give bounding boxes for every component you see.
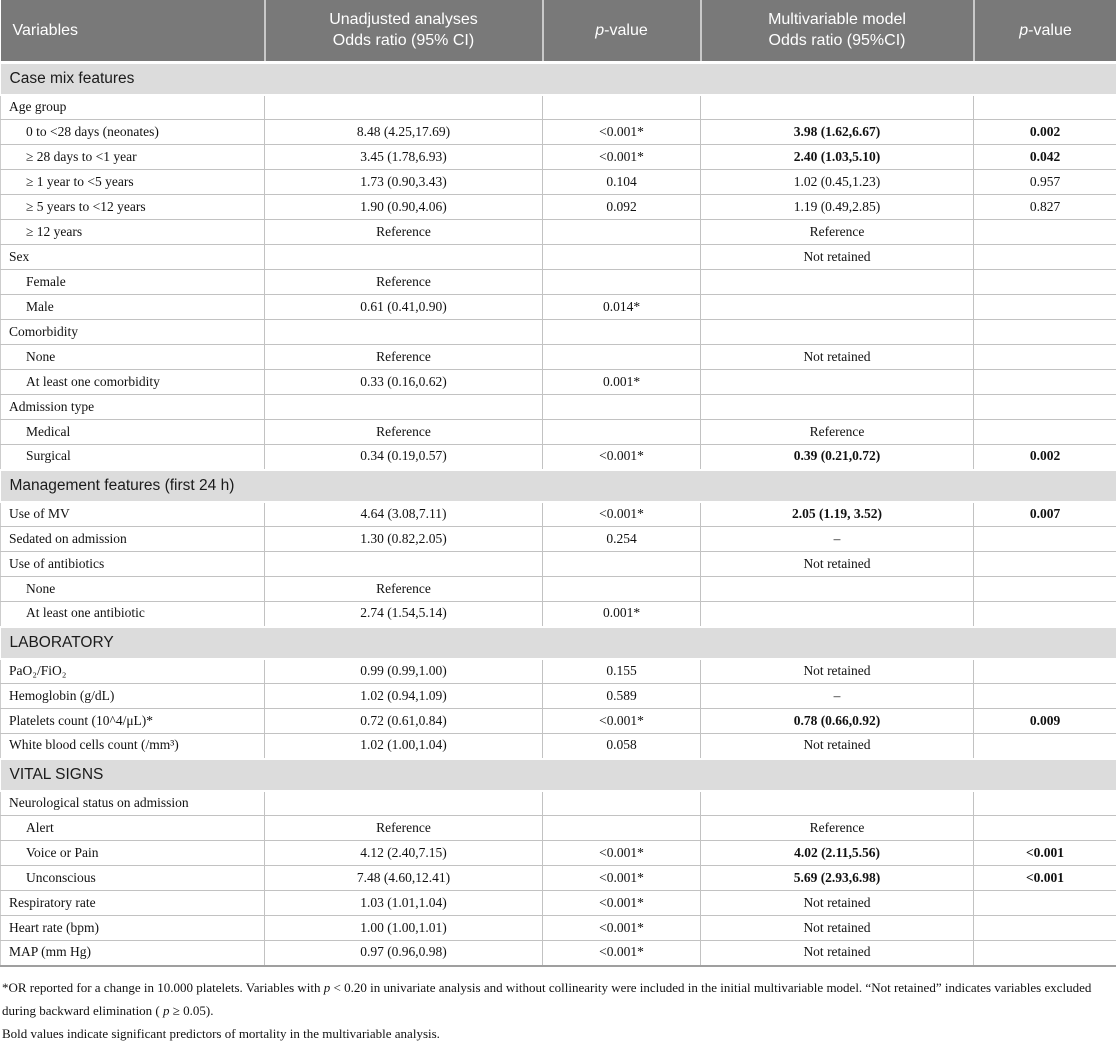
multivariable-p-value-cell xyxy=(974,320,1116,345)
multivariable-p-value-cell xyxy=(974,527,1116,552)
unadjusted-or-cell: Reference xyxy=(265,816,543,841)
unadjusted-p-value-cell xyxy=(543,552,701,577)
section-header: LABORATORY xyxy=(1,627,1116,659)
table-row xyxy=(1,120,1116,145)
unadjusted-or-cell: 0.34 (0.19,0.57) xyxy=(265,445,543,470)
unadjusted-or-cell: 0.99 (0.99,1.00) xyxy=(265,659,543,684)
section-header: VITAL SIGNS xyxy=(1,759,1116,791)
unadjusted-p-value-cell: <0.001* xyxy=(543,145,701,170)
multivariable-p-value-cell: <0.001 xyxy=(974,866,1116,891)
variable-cell: White blood cells count (/mm³) xyxy=(1,734,265,759)
multivariable-p-value-cell xyxy=(974,370,1116,395)
section-header-row xyxy=(1,627,1116,659)
unadjusted-p-value-cell: 0.014* xyxy=(543,295,701,320)
unadjusted-or-cell: 0.97 (0.96,0.98) xyxy=(265,941,543,966)
multivariable-p-value-cell: 0.042 xyxy=(974,145,1116,170)
unadjusted-or-cell xyxy=(265,552,543,577)
unadjusted-or-cell: Reference xyxy=(265,345,543,370)
multivariable-or-cell: 2.40 (1.03,5.10) xyxy=(701,145,974,170)
multivariable-or-cell xyxy=(701,95,974,120)
variable-cell: Hemoglobin (g/dL) xyxy=(1,684,265,709)
column-header: Variables xyxy=(1,0,265,62)
unadjusted-or-cell: 0.72 (0.61,0.84) xyxy=(265,709,543,734)
unadjusted-or-cell: 1.90 (0.90,4.06) xyxy=(265,195,543,220)
unadjusted-p-value-cell: 0.254 xyxy=(543,527,701,552)
variable-cell: At least one antibiotic xyxy=(1,602,265,627)
table-row xyxy=(1,295,1116,320)
multivariable-p-value-cell: 0.827 xyxy=(974,195,1116,220)
unadjusted-p-value-cell xyxy=(543,577,701,602)
variable-cell: PaO₂/FiO₂ xyxy=(1,659,265,684)
variable-cell: Platelets count (10^4/μL)* xyxy=(1,709,265,734)
multivariable-p-value-cell xyxy=(974,684,1116,709)
variable-cell: Admission type xyxy=(1,395,265,420)
unadjusted-p-value-cell xyxy=(543,345,701,370)
unadjusted-p-value-cell xyxy=(543,320,701,345)
multivariable-or-cell xyxy=(701,270,974,295)
unadjusted-p-value-cell: 0.104 xyxy=(543,170,701,195)
table-row xyxy=(1,370,1116,395)
table-row xyxy=(1,791,1116,816)
multivariable-or-cell: 2.05 (1.19, 3.52) xyxy=(701,502,974,527)
multivariable-or-cell: Not retained xyxy=(701,941,974,966)
table-row xyxy=(1,245,1116,270)
multivariable-or-cell xyxy=(701,295,974,320)
table-row xyxy=(1,502,1116,527)
multivariable-p-value-cell: 0.002 xyxy=(974,120,1116,145)
unadjusted-or-cell: 1.30 (0.82,2.05) xyxy=(265,527,543,552)
unadjusted-or-cell: 1.03 (1.01,1.04) xyxy=(265,891,543,916)
table-row xyxy=(1,841,1116,866)
unadjusted-or-cell: 4.64 (3.08,7.11) xyxy=(265,502,543,527)
variable-cell: Male xyxy=(1,295,265,320)
table-row xyxy=(1,220,1116,245)
variable-cell: Heart rate (bpm) xyxy=(1,916,265,941)
variable-cell: Sedated on admission xyxy=(1,527,265,552)
multivariable-or-cell: Not retained xyxy=(701,552,974,577)
multivariable-or-cell: 4.02 (2.11,5.56) xyxy=(701,841,974,866)
variable-cell: Comorbidity xyxy=(1,320,265,345)
multivariable-p-value-cell: 0.957 xyxy=(974,170,1116,195)
section-header-row xyxy=(1,470,1116,502)
multivariable-p-value-cell xyxy=(974,245,1116,270)
multivariable-or-cell: 1.02 (0.45,1.23) xyxy=(701,170,974,195)
table-row xyxy=(1,891,1116,916)
unadjusted-or-cell: 0.33 (0.16,0.62) xyxy=(265,370,543,395)
multivariable-p-value-cell xyxy=(974,295,1116,320)
multivariable-p-value-cell xyxy=(974,345,1116,370)
unadjusted-p-value-cell: <0.001* xyxy=(543,120,701,145)
unadjusted-p-value-cell: <0.001* xyxy=(543,502,701,527)
unadjusted-p-value-cell xyxy=(543,270,701,295)
table-body xyxy=(1,62,1116,966)
table-row xyxy=(1,916,1116,941)
unadjusted-or-cell: 1.02 (1.00,1.04) xyxy=(265,734,543,759)
unadjusted-or-cell: Reference xyxy=(265,577,543,602)
unadjusted-or-cell: 2.74 (1.54,5.14) xyxy=(265,602,543,627)
section-header-row xyxy=(1,759,1116,791)
table-row xyxy=(1,395,1116,420)
variable-cell: None xyxy=(1,345,265,370)
footnotes xyxy=(0,967,1116,1052)
column-header: Unadjusted analyses Odds ratio (95% CI) xyxy=(265,0,543,62)
unadjusted-or-cell: 4.12 (2.40,7.15) xyxy=(265,841,543,866)
unadjusted-or-cell: 7.48 (4.60,12.41) xyxy=(265,866,543,891)
unadjusted-p-value-cell xyxy=(543,395,701,420)
unadjusted-p-value-cell: 0.092 xyxy=(543,195,701,220)
multivariable-or-cell: 5.69 (2.93,6.98) xyxy=(701,866,974,891)
variable-cell: Medical xyxy=(1,420,265,445)
table-row xyxy=(1,95,1116,120)
multivariable-p-value-cell: 0.007 xyxy=(974,502,1116,527)
table-row xyxy=(1,445,1116,470)
table-row xyxy=(1,195,1116,220)
variable-cell: At least one comorbidity xyxy=(1,370,265,395)
variable-cell: Female xyxy=(1,270,265,295)
multivariable-or-cell xyxy=(701,602,974,627)
variable-cell: MAP (mm Hg) xyxy=(1,941,265,966)
section-header: Case mix features xyxy=(1,62,1116,95)
table-row xyxy=(1,420,1116,445)
variable-cell: ≥ 28 days to <1 year xyxy=(1,145,265,170)
multivariable-or-cell xyxy=(701,320,974,345)
multivariable-p-value-cell xyxy=(974,395,1116,420)
multivariable-or-cell xyxy=(701,395,974,420)
table-row xyxy=(1,941,1116,966)
multivariable-p-value-cell xyxy=(974,95,1116,120)
table-row xyxy=(1,145,1116,170)
variable-cell: Age group xyxy=(1,95,265,120)
unadjusted-p-value-cell xyxy=(543,220,701,245)
variable-cell: Unconscious xyxy=(1,866,265,891)
multivariable-p-value-cell: 0.002 xyxy=(974,445,1116,470)
table-row xyxy=(1,684,1116,709)
footnote: *OR reported for a change in 10.000 platelets. Variables with p < 0.20 in univariate analysis and without collinearity were included in the initial multivariable model. “Not retained” indicates variables excluded during backward elimination ( p ≥ 0.05). xyxy=(2,976,1114,1023)
variable-cell: Surgical xyxy=(1,445,265,470)
variable-cell: Respiratory rate xyxy=(1,891,265,916)
multivariable-or-cell: Not retained xyxy=(701,891,974,916)
unadjusted-or-cell: 3.45 (1.78,6.93) xyxy=(265,145,543,170)
column-header: Multivariable model Odds ratio (95%CI) xyxy=(701,0,974,62)
unadjusted-or-cell: 1.73 (0.90,3.43) xyxy=(265,170,543,195)
unadjusted-or-cell xyxy=(265,791,543,816)
table-row xyxy=(1,170,1116,195)
unadjusted-or-cell xyxy=(265,95,543,120)
unadjusted-or-cell: Reference xyxy=(265,220,543,245)
unadjusted-or-cell xyxy=(265,320,543,345)
unadjusted-p-value-cell: <0.001* xyxy=(543,445,701,470)
table-row xyxy=(1,709,1116,734)
multivariable-or-cell: 0.78 (0.66,0.92) xyxy=(701,709,974,734)
variable-cell: None xyxy=(1,577,265,602)
multivariable-p-value-cell: <0.001 xyxy=(974,841,1116,866)
multivariable-p-value-cell xyxy=(974,916,1116,941)
unadjusted-p-value-cell xyxy=(543,791,701,816)
variable-cell: 0 to <28 days (neonates) xyxy=(1,120,265,145)
table-row xyxy=(1,734,1116,759)
table-row xyxy=(1,816,1116,841)
multivariable-p-value-cell xyxy=(974,552,1116,577)
multivariable-or-cell: Not retained xyxy=(701,659,974,684)
table-row xyxy=(1,866,1116,891)
unadjusted-p-value-cell: <0.001* xyxy=(543,891,701,916)
multivariable-or-cell: Reference xyxy=(701,816,974,841)
multivariable-or-cell: Not retained xyxy=(701,345,974,370)
table-row xyxy=(1,527,1116,552)
unadjusted-p-value-cell: <0.001* xyxy=(543,941,701,966)
variable-cell: ≥ 5 years to <12 years xyxy=(1,195,265,220)
unadjusted-p-value-cell xyxy=(543,245,701,270)
multivariable-p-value-cell xyxy=(974,891,1116,916)
variable-cell: Voice or Pain xyxy=(1,841,265,866)
multivariable-p-value-cell xyxy=(974,734,1116,759)
table-row xyxy=(1,270,1116,295)
variable-cell: Neurological status on admission xyxy=(1,791,265,816)
multivariable-p-value-cell xyxy=(974,270,1116,295)
unadjusted-p-value-cell: 0.589 xyxy=(543,684,701,709)
multivariable-or-cell: Reference xyxy=(701,220,974,245)
table-row xyxy=(1,602,1116,627)
variable-cell: Use of antibiotics xyxy=(1,552,265,577)
variable-cell: ≥ 1 year to <5 years xyxy=(1,170,265,195)
unadjusted-or-cell xyxy=(265,245,543,270)
table-row xyxy=(1,577,1116,602)
table-row xyxy=(1,345,1116,370)
unadjusted-or-cell: Reference xyxy=(265,270,543,295)
column-header: p-value xyxy=(974,0,1116,62)
multivariable-or-cell: Not retained xyxy=(701,245,974,270)
multivariable-p-value-cell xyxy=(974,420,1116,445)
unadjusted-p-value-cell: 0.001* xyxy=(543,370,701,395)
multivariable-or-cell: 3.98 (1.62,6.67) xyxy=(701,120,974,145)
column-header: p-value xyxy=(543,0,701,62)
table-row xyxy=(1,320,1116,345)
unadjusted-or-cell xyxy=(265,395,543,420)
unadjusted-or-cell: 8.48 (4.25,17.69) xyxy=(265,120,543,145)
footnote: Bold values indicate significant predictors of mortality in the multivariable analysis. xyxy=(2,1022,1114,1045)
multivariable-or-cell: Not retained xyxy=(701,734,974,759)
variable-cell: Alert xyxy=(1,816,265,841)
multivariable-or-cell: Reference xyxy=(701,420,974,445)
unadjusted-or-cell: 1.00 (1.00,1.01) xyxy=(265,916,543,941)
multivariable-or-cell: Not retained xyxy=(701,916,974,941)
unadjusted-p-value-cell: <0.001* xyxy=(543,866,701,891)
multivariable-p-value-cell xyxy=(974,220,1116,245)
table-header xyxy=(1,0,1116,62)
unadjusted-or-cell: Reference xyxy=(265,420,543,445)
multivariable-p-value-cell xyxy=(974,602,1116,627)
multivariable-or-cell xyxy=(701,577,974,602)
table-row xyxy=(1,659,1116,684)
multivariable-or-cell: – xyxy=(701,527,974,552)
multivariable-or-cell: – xyxy=(701,684,974,709)
multivariable-or-cell xyxy=(701,370,974,395)
multivariable-p-value-cell xyxy=(974,791,1116,816)
unadjusted-p-value-cell: <0.001* xyxy=(543,709,701,734)
unadjusted-p-value-cell: 0.155 xyxy=(543,659,701,684)
multivariable-p-value-cell xyxy=(974,659,1116,684)
multivariable-p-value-cell xyxy=(974,816,1116,841)
unadjusted-p-value-cell xyxy=(543,95,701,120)
unadjusted-p-value-cell: <0.001* xyxy=(543,841,701,866)
unadjusted-or-cell: 0.61 (0.41,0.90) xyxy=(265,295,543,320)
variable-cell: Sex xyxy=(1,245,265,270)
unadjusted-p-value-cell: <0.001* xyxy=(543,916,701,941)
multivariable-p-value-cell xyxy=(974,941,1116,966)
multivariable-p-value-cell xyxy=(974,577,1116,602)
unadjusted-p-value-cell xyxy=(543,816,701,841)
header-row xyxy=(1,0,1116,62)
table-row xyxy=(1,552,1116,577)
multivariable-or-cell xyxy=(701,791,974,816)
unadjusted-p-value-cell: 0.058 xyxy=(543,734,701,759)
variable-cell: ≥ 12 years xyxy=(1,220,265,245)
unadjusted-p-value-cell: 0.001* xyxy=(543,602,701,627)
multivariable-or-cell: 1.19 (0.49,2.85) xyxy=(701,195,974,220)
section-header-row xyxy=(1,62,1116,95)
unadjusted-p-value-cell xyxy=(543,420,701,445)
variable-cell: Use of MV xyxy=(1,502,265,527)
section-header: Management features (first 24 h) xyxy=(1,470,1116,502)
multivariable-or-cell: 0.39 (0.21,0.72) xyxy=(701,445,974,470)
multivariable-p-value-cell: 0.009 xyxy=(974,709,1116,734)
unadjusted-or-cell: 1.02 (0.94,1.09) xyxy=(265,684,543,709)
